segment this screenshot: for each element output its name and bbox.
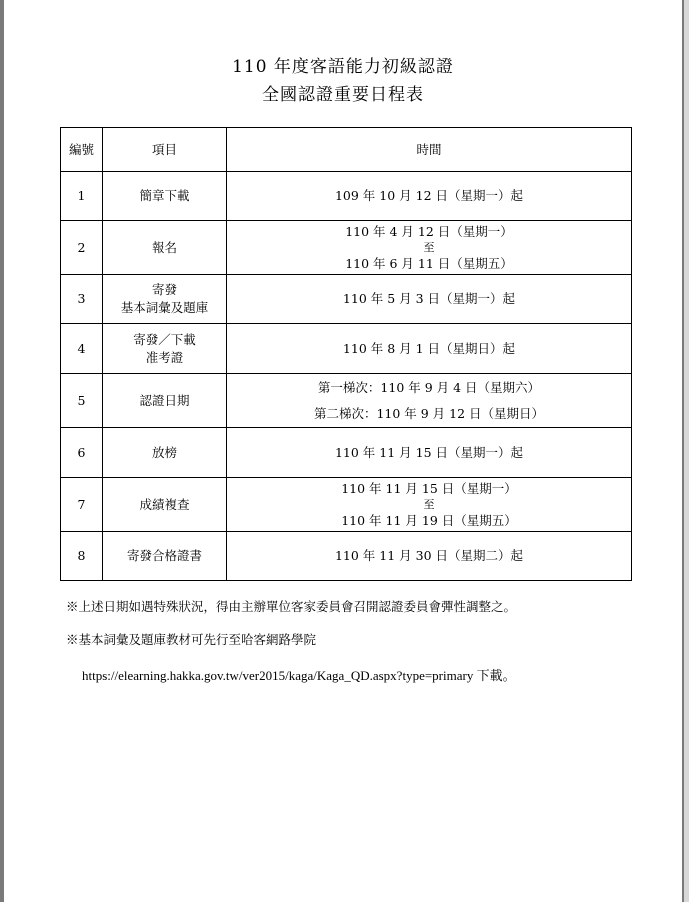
row-item: 報名 xyxy=(103,221,227,275)
item-line: 准考證 xyxy=(145,349,184,365)
note-download-link[interactable]: https://elearning.hakka.gov.tw/ver2015/kaga/Kaga_QD.aspx?type=primary 下載。 xyxy=(82,668,516,683)
table-row xyxy=(61,428,632,478)
row-time: 109 年 10 月 12 日（星期一）起 xyxy=(227,172,632,221)
document-page xyxy=(4,0,682,902)
table-row xyxy=(61,532,632,581)
note-adjustment: ※上述日期如遇特殊狀況，得由主辦單位客家委員會召開認證委員會彈性調整之。 xyxy=(66,599,517,614)
row-time: 110 年 5 月 3 日（星期一）起 xyxy=(227,275,632,324)
table-header-row xyxy=(61,128,632,172)
row-time xyxy=(227,478,632,532)
scrollbar[interactable] xyxy=(684,0,689,902)
row-item: 寄發合格證書 xyxy=(103,532,227,581)
header-time: 時間 xyxy=(227,128,632,172)
item-line: 基本詞彙及題庫 xyxy=(120,300,209,315)
schedule-table xyxy=(60,127,632,581)
row-number: 6 xyxy=(61,428,103,478)
item-line: 寄發 xyxy=(151,282,177,297)
row-time xyxy=(227,221,632,275)
time-line: 110 年 11 月 19 日（星期五） xyxy=(341,512,517,528)
row-number: 2 xyxy=(61,221,103,275)
table-row xyxy=(61,478,632,532)
note-materials: ※基本詞彙及題庫教材可先行至哈客網路學院 xyxy=(66,632,317,647)
header-item: 項目 xyxy=(103,128,227,172)
row-number: 5 xyxy=(61,374,103,428)
time-line: 110 年 6 月 11 日（星期五） xyxy=(345,255,513,271)
row-time xyxy=(227,374,632,428)
row-item: 認證日期 xyxy=(103,374,227,428)
row-number: 3 xyxy=(61,275,103,324)
row-item: 成績複查 xyxy=(103,478,227,532)
row-number: 8 xyxy=(61,532,103,581)
row-time: 110 年 11 月 30 日（星期二）起 xyxy=(227,532,632,581)
time-line: 第一梯次：110 年 9 月 4 日（星期六） xyxy=(317,379,541,395)
row-number: 4 xyxy=(61,324,103,374)
row-item xyxy=(103,275,227,324)
row-number: 7 xyxy=(61,478,103,532)
row-item xyxy=(103,324,227,374)
time-line: 110 年 4 月 12 日（星期一） xyxy=(345,223,513,239)
row-number: 1 xyxy=(61,172,103,221)
row-item: 放榜 xyxy=(103,428,227,478)
header-number: 編號 xyxy=(61,128,103,172)
document-title: 110 年度客語能力初級認證 xyxy=(232,57,454,77)
table-row xyxy=(61,275,632,324)
item-line: 寄發／下載 xyxy=(133,331,196,347)
time-line: 第二梯次：110 年 9 月 12 日（星期日） xyxy=(313,405,545,421)
row-time: 110 年 8 月 1 日（星期日）起 xyxy=(227,324,632,374)
row-time: 110 年 11 月 15 日（星期一）起 xyxy=(227,428,632,478)
row-item: 簡章下載 xyxy=(103,172,227,221)
document-subtitle: 全國認證重要日程表 xyxy=(262,85,424,105)
time-connector: 至 xyxy=(423,497,435,511)
time-line: 110 年 11 月 15 日（星期一） xyxy=(341,480,517,496)
time-connector: 至 xyxy=(423,240,435,254)
table-row xyxy=(61,172,632,221)
table-row xyxy=(61,324,632,374)
table-row xyxy=(61,374,632,428)
table-row xyxy=(61,221,632,275)
